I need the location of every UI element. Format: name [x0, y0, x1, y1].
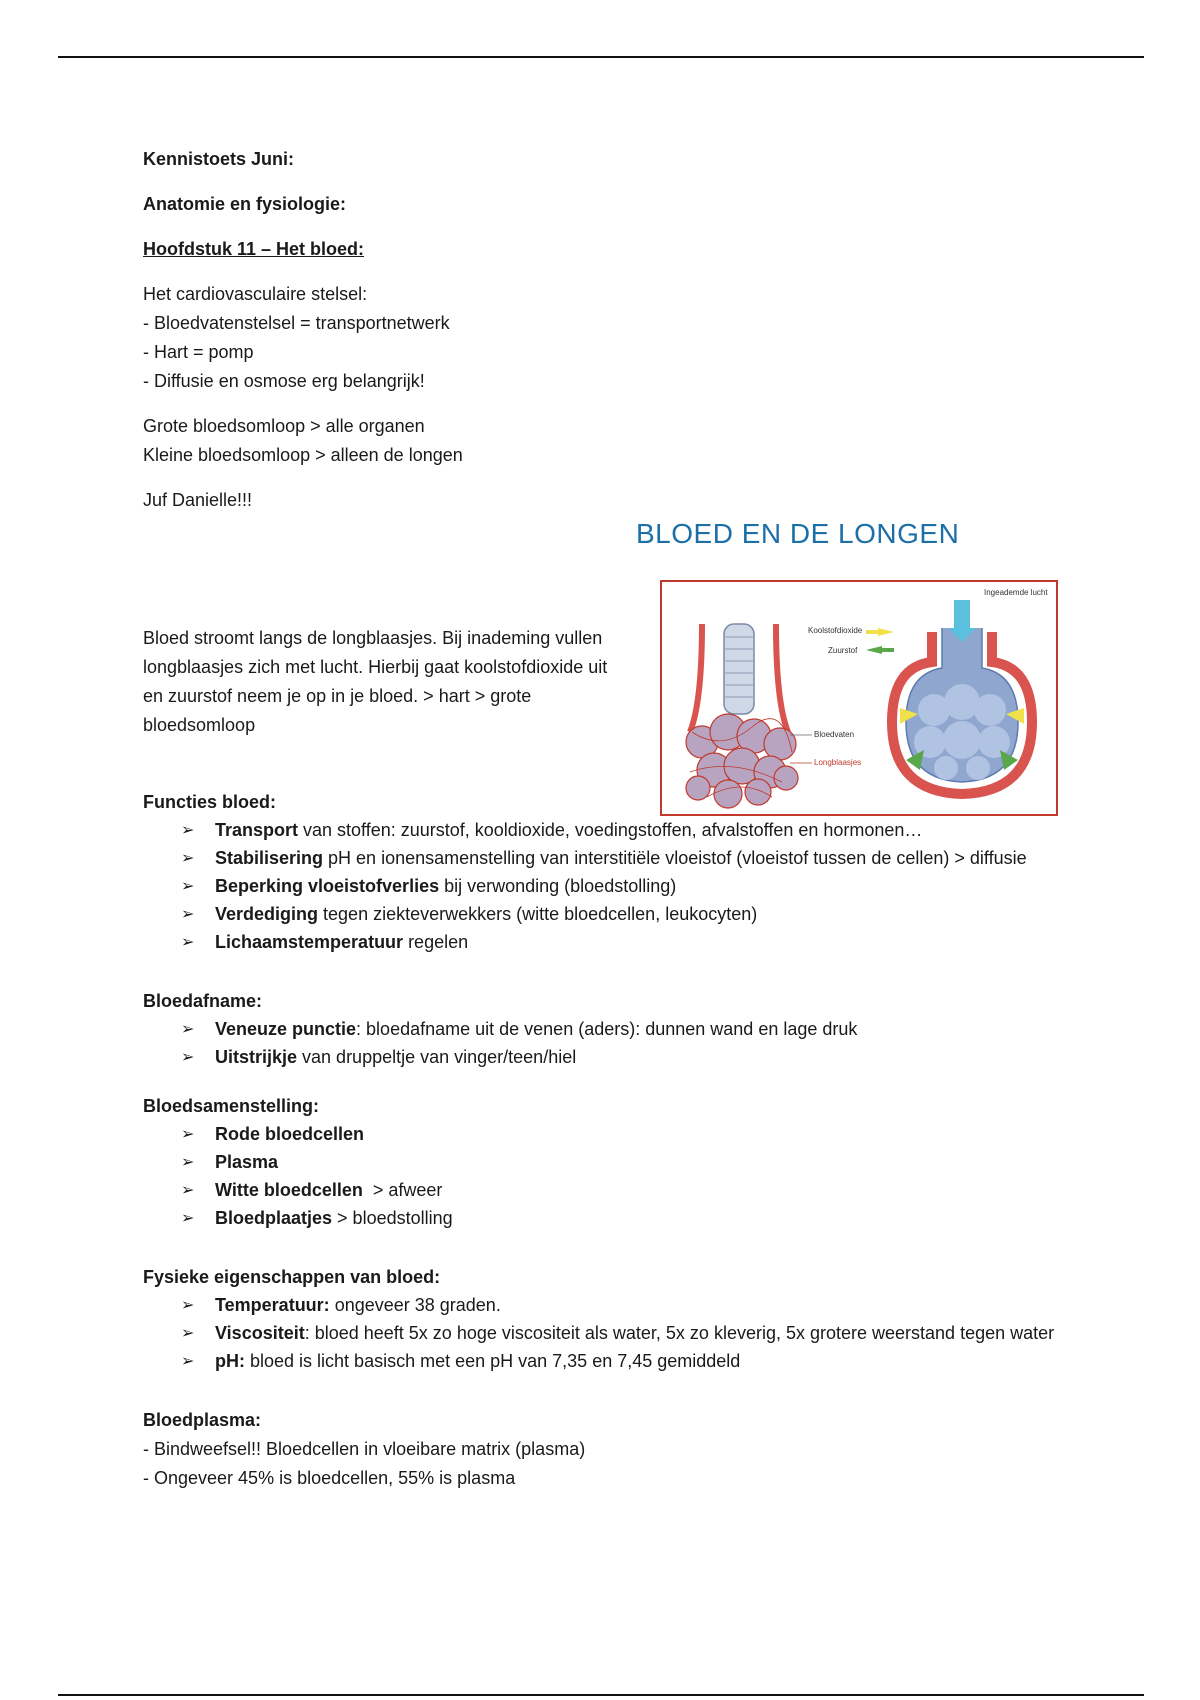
item-description: > afweer — [362, 1180, 443, 1200]
item-description: van stoffen: zuurstof, kooldioxide, voedingstoffen, afvalstoffen en hormonen… — [298, 820, 923, 840]
arrow-bullet-icon: ➢ — [181, 906, 195, 923]
list-item — [181, 1044, 1063, 1071]
item-description: regelen — [403, 932, 469, 952]
arrow-bullet-icon: ➢ — [181, 878, 195, 895]
alveolus-icon — [866, 600, 1032, 794]
item-description: : bloed heeft 5x zo hoge viscositeit als water, 5x zo kleverig, 5x grotere weerstand tegen water — [304, 1323, 1055, 1343]
plasma-line: - Bindweefsel!! Bloedcellen in vloeibare matrix (plasma) — [143, 1439, 586, 1459]
composition-heading: Bloedsamenstelling: — [143, 1096, 320, 1116]
lung-paragraph: Bloed stroomt langs de longblaasjes. Bij inademing vullen longblaasjes zich met lucht. Hierbij gaat koolstofdioxide uit en zuurstof neem je op in je bloed. > hart > grote bloedsomloop — [143, 628, 608, 735]
label-inhaled-air: Ingeademde lucht — [984, 588, 1048, 597]
bronchiole-capillary-icon — [686, 624, 798, 808]
arrow-bullet-icon: ➢ — [181, 1210, 195, 1227]
arrow-bullet-icon: ➢ — [181, 1325, 195, 1342]
list-item — [181, 901, 1063, 928]
item-term: Uitstrijkje — [215, 1047, 298, 1067]
item-term: Temperatuur: — [215, 1295, 330, 1315]
functions-heading: Functies bloed: — [143, 792, 277, 812]
list-item — [181, 817, 1063, 844]
list-item — [181, 1205, 1063, 1232]
physical-list — [143, 1292, 1063, 1375]
item-description: tegen ziekteverwekkers (witte bloedcellen, leukocyten) — [318, 904, 758, 924]
list-item — [181, 1348, 1063, 1375]
list-item — [181, 1320, 1063, 1347]
arrow-bullet-icon: ➢ — [181, 1182, 195, 1199]
list-item — [181, 1149, 1063, 1176]
plasma-line: - Ongeveer 45% is bloedcellen, 55% is plasma — [143, 1468, 516, 1488]
arrow-bullet-icon: ➢ — [181, 1353, 195, 1370]
cardio-heading: Het cardiovasculaire stelsel: — [143, 284, 368, 304]
item-description: ongeveer 38 graden. — [329, 1295, 501, 1315]
arrow-bullet-icon: ➢ — [181, 822, 195, 839]
list-item — [181, 845, 1063, 872]
subject-heading: Anatomie en fysiologie: — [143, 194, 347, 214]
label-alveoli: Longblaasjes — [814, 758, 862, 767]
item-term: Lichaamstemperatuur — [215, 932, 404, 952]
physical-heading: Fysieke eigenschappen van bloed: — [143, 1267, 441, 1287]
item-description: pH en ionensamenstelling van interstitiële vloeistof (vloeistof tussen de cellen) > diffusie — [323, 848, 1027, 868]
cardio-line: - Hart = pomp — [143, 342, 254, 362]
cardio-line: - Bloedvatenstelsel = transportnetwerk — [143, 313, 450, 333]
chapter-heading: Hoofdstuk 11 – Het bloed: — [143, 239, 365, 259]
item-term: Verdediging — [215, 904, 319, 924]
item-description: van druppeltje van vinger/teen/hiel — [297, 1047, 577, 1067]
item-description: > bloedstolling — [332, 1208, 453, 1228]
item-term: Stabilisering — [215, 848, 324, 868]
arrow-bullet-icon: ➢ — [181, 1297, 195, 1314]
arrow-bullet-icon: ➢ — [181, 1126, 195, 1143]
circulation-line: Grote bloedsomloop > alle organen — [143, 416, 425, 436]
functions-list — [143, 817, 1063, 956]
item-term: Witte bloedcellen — [215, 1180, 363, 1200]
arrow-bullet-icon: ➢ — [181, 1021, 195, 1038]
top-rule — [58, 56, 1144, 58]
note-line: Juf Danielle!!! — [143, 490, 253, 510]
doc-title: Kennistoets Juni: — [143, 149, 295, 169]
list-item — [181, 1016, 1063, 1043]
item-term: Veneuze punctie — [215, 1019, 357, 1039]
sampling-list — [143, 1016, 1063, 1071]
item-description: : bloedafname uit de venen (aders): dunnen wand en lage druk — [356, 1019, 858, 1039]
plasma-heading: Bloedplasma: — [143, 1410, 262, 1430]
list-item — [181, 873, 1063, 900]
list-item — [181, 1292, 1063, 1319]
item-term: Beperking vloeistofverlies — [215, 876, 440, 896]
arrow-bullet-icon: ➢ — [181, 1154, 195, 1171]
figure-title: BLOED EN DE LONGEN — [636, 518, 960, 549]
list-item — [181, 1177, 1063, 1204]
sampling-heading: Bloedafname: — [143, 991, 263, 1011]
item-term: Rode bloedcellen — [215, 1124, 365, 1144]
cardio-line: - Diffusie en osmose erg belangrijk! — [143, 371, 425, 391]
label-co2: Koolstofdioxide — [808, 626, 863, 635]
bottom-rule — [58, 1694, 1144, 1696]
item-term: Transport — [215, 820, 299, 840]
lung-figure — [636, 518, 1056, 818]
figure-frame — [660, 580, 1058, 816]
label-o2: Zuurstof — [828, 646, 858, 655]
list-item — [181, 929, 1063, 956]
item-term: pH: — [215, 1351, 245, 1371]
composition-list — [143, 1121, 1063, 1232]
item-term: Bloedplaatjes — [215, 1208, 333, 1228]
item-term: Viscositeit — [215, 1323, 305, 1343]
document-body — [143, 145, 1063, 1493]
alveoli-illustration — [662, 582, 1056, 814]
arrow-bullet-icon: ➢ — [181, 934, 195, 951]
list-item — [181, 1121, 1063, 1148]
label-blood-vessels: Bloedvaten — [814, 730, 855, 739]
item-description: bij verwonding (bloedstolling) — [439, 876, 677, 896]
item-description: bloed is licht basisch met een pH van 7,35 en 7,45 gemiddeld — [245, 1351, 741, 1371]
arrow-bullet-icon: ➢ — [181, 1049, 195, 1066]
item-term: Plasma — [215, 1152, 279, 1172]
arrow-bullet-icon: ➢ — [181, 850, 195, 867]
circulation-line: Kleine bloedsomloop > alleen de longen — [143, 445, 463, 465]
